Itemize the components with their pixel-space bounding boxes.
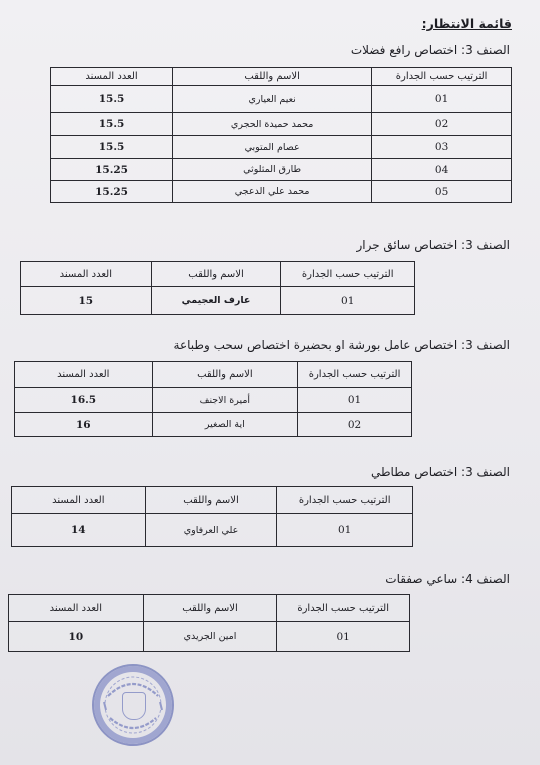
table-row [12,514,413,547]
header-rank: الترتيب حسب الجدارة [372,68,512,86]
section-title-waste-loader: الصنف 3: اختصاص رافع فضلات [350,43,510,57]
name-cell: محمد حميدة الحجري [173,113,372,136]
section-title-rubber-worker: الصنف 3: اختصاص مطاطي [370,465,510,479]
header-name: الاسم واللقب [145,487,277,514]
name-cell: امين الجريدي [143,622,277,652]
header-name: الاسم واللقب [151,262,281,287]
rank-cell: 01 [281,287,415,315]
rank-cell: 01 [277,622,410,652]
table-row [9,622,410,652]
name-cell: محمد علي الدعجي [173,181,372,203]
rank-cell: 01 [298,388,412,413]
header-rank: الترتيب حسب الجدارة [277,595,410,622]
rank-cell: 01 [277,514,413,547]
name-cell: علي العرفاوي [145,514,277,547]
table-row [51,86,512,113]
stamp-emblem-icon [122,692,146,720]
score-cell: 10 [9,622,144,652]
header-name: الاسم واللقب [173,68,372,86]
table-row [51,181,512,203]
score-cell: 15.5 [51,86,173,113]
name-cell: طارق المثلوثي [173,159,372,181]
score-cell: 15.5 [51,136,173,159]
header-score: العدد المسند [9,595,144,622]
table-header-row [51,68,512,86]
table-row [15,388,412,413]
rank-cell: 04 [372,159,512,181]
header-score: العدد المسند [21,262,152,287]
waitlist-table-rubber-worker [11,486,413,547]
header-score: العدد المسند [51,68,173,86]
table-row [51,113,512,136]
waitlist-table-waste-loader [50,67,512,203]
header-score: العدد المسند [15,362,153,388]
waitlist-table-workshop-worker [14,361,412,437]
table-row [51,136,512,159]
score-cell: 16.5 [15,388,153,413]
rank-cell: 05 [372,181,512,203]
waitlist-table-deals-courier [8,594,410,652]
rank-cell: 03 [372,136,512,159]
table-row [21,287,415,315]
name-cell: عارف العجيمي [151,287,281,315]
header-name: الاسم واللقب [152,362,297,388]
header-name: الاسم واللقب [143,595,277,622]
table-header-row [15,362,412,388]
official-stamp [92,664,174,746]
header-rank: الترتيب حسب الجدارة [281,262,415,287]
section-title-tractor-driver: الصنف 3: اختصاص سائق جرار [356,238,510,252]
table-header-row [21,262,415,287]
score-cell: 14 [12,514,146,547]
name-cell: اية الصغير [152,413,297,437]
rank-cell: 02 [298,413,412,437]
score-cell: 15.5 [51,113,173,136]
rank-cell: 01 [372,86,512,113]
table-header-row [12,487,413,514]
table-header-row [9,595,410,622]
name-cell: أميرة الاجنف [152,388,297,413]
rank-cell: 02 [372,113,512,136]
score-cell: 16 [15,413,153,437]
section-title-workshop-worker: الصنف 3: اختصاص عامل بورشة او بحضيرة اختصاص سحب وطباعة [173,338,510,352]
table-row [51,159,512,181]
page-title: قائمة الانتظار: [421,16,512,31]
score-cell: 15.25 [51,159,173,181]
header-score: العدد المسند [12,487,146,514]
header-rank: الترتيب حسب الجدارة [277,487,413,514]
section-title-deals-courier: الصنف 4: ساعي صفقات [385,572,510,586]
score-cell: 15.25 [51,181,173,203]
name-cell: عصام المتوبي [173,136,372,159]
score-cell: 15 [21,287,152,315]
name-cell: نعيم العياري [173,86,372,113]
waitlist-table-tractor-driver [20,261,415,315]
table-row [15,413,412,437]
header-rank: الترتيب حسب الجدارة [298,362,412,388]
